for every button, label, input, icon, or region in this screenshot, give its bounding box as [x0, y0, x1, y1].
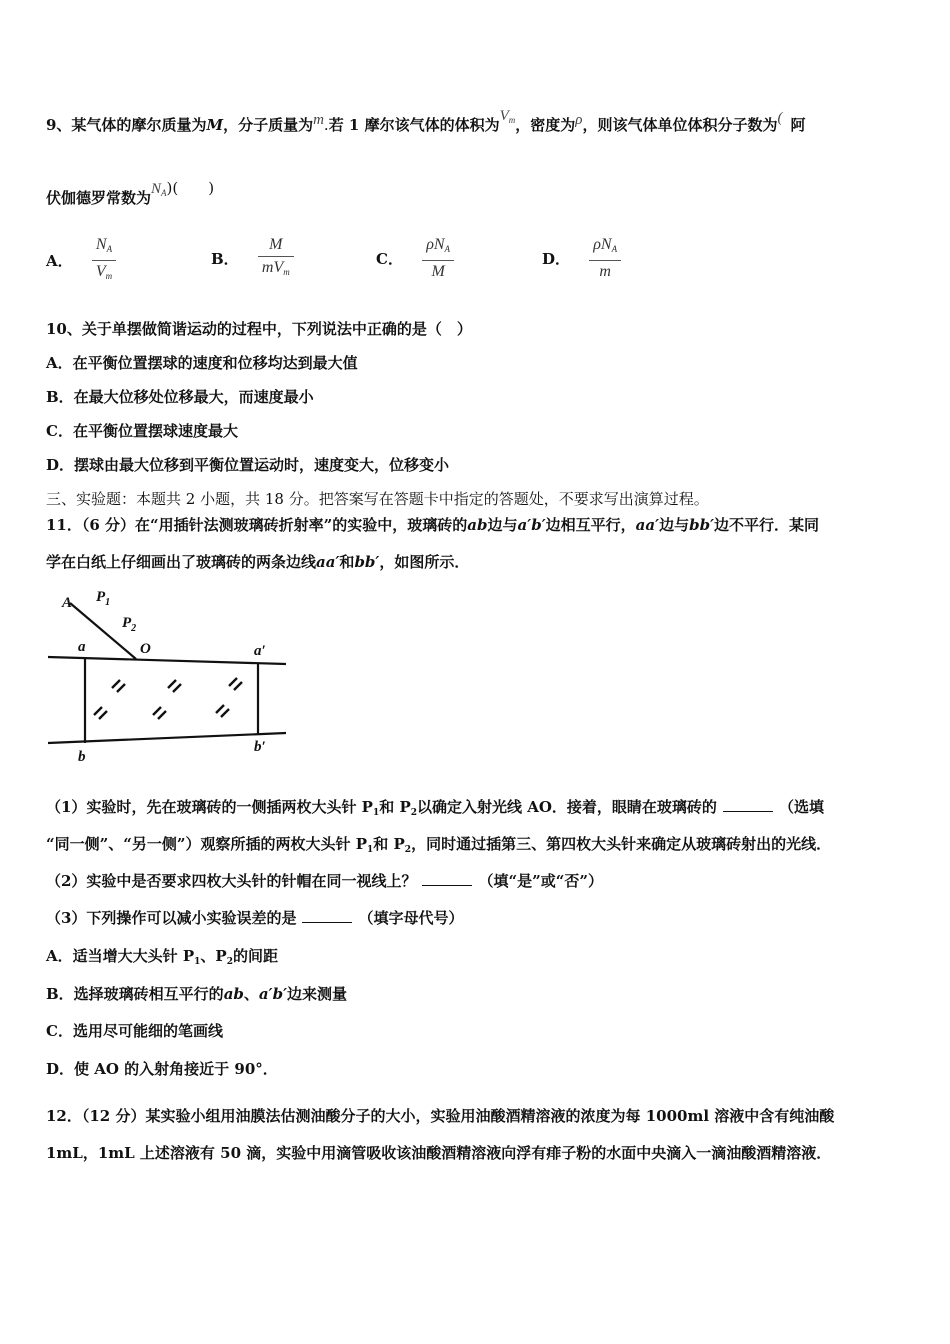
label-P2: $P_2$ — [122, 615, 137, 634]
label-a: a — [78, 639, 86, 655]
label-b: b — [78, 749, 86, 765]
q11-part1-line1: （1）实验时，先在玻璃砖的一侧插两枚大头针 $P_1$和 $P_2$以确定入射光线 AO．接着，眼睛在玻璃砖的 （选填 — [46, 798, 824, 818]
glass-brick-figure — [40, 583, 300, 773]
option-a-fraction: $\frac{N_A}{V_m}$ — [92, 236, 116, 285]
answer-blank-3[interactable] — [302, 910, 352, 923]
option-c-fraction: $\frac{\rho N_A}{M}$ — [422, 236, 454, 281]
molar-mass-symbol: M — [206, 116, 224, 134]
q9-option-a[interactable]: A． $\frac{N_A}{V_m}$ — [46, 236, 116, 285]
answer-blank-1[interactable] — [723, 799, 773, 812]
q9-option-c[interactable]: C． $\frac{\rho N_A}{M}$ — [376, 236, 454, 281]
answer-blank-2[interactable] — [422, 873, 472, 886]
glass-hatch-marks — [94, 678, 242, 719]
q9-option-d[interactable]: D． $\frac{\rho N_A}{m}$ — [542, 236, 621, 281]
q11-part2: （2）实验中是否要求四枚大头针的针帽在同一视线上？ （填“是”或“否”） — [46, 872, 603, 890]
section-3-heading: 三、实验题：本题共 2 小题，共 18 分。把答案写在答题卡中指定的答题处，不要求写出演算过程。 — [46, 490, 709, 508]
q10-stem: 10、关于单摆做简谐运动的过程中，下列说法中正确的是（ ） — [46, 320, 472, 338]
label-O: O — [140, 641, 151, 657]
edge-aa-prime — [48, 657, 286, 664]
q12-line1: 12．（12 分）某实验小组用油膜法估测油酸分子的大小，实验用油酸酒精溶液的浓度为每 1000ml 溶液中含有纯油酸 — [46, 1107, 835, 1125]
molecule-mass-symbol: m — [313, 112, 324, 128]
q10-option-d[interactable]: D．摆球由最大位移到平衡位置运动时，速度变大，位移变小 — [46, 456, 450, 474]
q10-option-b[interactable]: B．在最大位移处位移最大，而速度最小 — [46, 388, 314, 406]
label-A: A — [62, 595, 73, 611]
label-a-prime: a′ — [254, 643, 266, 659]
q11-part1-line2: “同一侧”、“另一侧”）观察所插的两枚大头针 $P_1$和 $P_2$，同时通过插第三、第四枚大头针来确定从玻璃砖射出的光线． — [46, 835, 832, 855]
q11-option-b[interactable]: B．选择玻璃砖相互平行的ab、a′b′边来测量 — [46, 985, 348, 1003]
label-b-prime: b′ — [254, 739, 266, 755]
q10-option-a[interactable]: A．在平衡位置摆球的速度和位移均达到最大值 — [46, 354, 358, 372]
molar-volume-symbol: $V_m$ — [499, 108, 516, 125]
option-b-fraction: $\frac{M}{mV_m}$ — [258, 236, 294, 281]
label-P1: $P_1$ — [96, 589, 111, 608]
edge-bb-prime — [48, 733, 286, 743]
q9-option-b[interactable]: B． $\frac{M}{mV_m}$ — [211, 236, 294, 281]
q9-line1: 9、某气体的摩尔质量为M，分子质量为m.若 1 摩尔该气体的体积为$V_m$，密度为ρ，则该气体单位体积分子数为( 阿 — [46, 108, 806, 134]
option-d-fraction: $\frac{\rho N_A}{m}$ — [589, 236, 621, 281]
q11-option-a[interactable]: A．适当增大大头针 $P_1$、$P_2$的间距 — [46, 947, 278, 967]
q9-line2: 伏伽德罗常数为$N_A$)( ) — [46, 179, 215, 207]
q10-option-c[interactable]: C．在平衡位置摆球速度最大 — [46, 422, 238, 440]
q11-option-d[interactable]: D．使 AO 的入射角接近于 90°． — [46, 1060, 278, 1078]
q12-line2: 1mL，1mL 上述溶液有 50 滴，实验中用滴管吸收该油酸酒精溶液向浮有痱子粉的水面中央滴入一滴油酸酒精溶液． — [46, 1144, 832, 1162]
q11-line1: 11．（6 分）在“用插针法测玻璃砖折射率”的实验中，玻璃砖的ab边与a′b′边相互平行，aa′边与bb′边不平行．某同 — [46, 516, 820, 534]
q11-line2: 学在白纸上仔细画出了玻璃砖的两条边线aa′和bb′，如图所示． — [46, 553, 470, 571]
density-symbol: ρ — [575, 112, 583, 128]
q11-option-c[interactable]: C．选用尽可能细的笔画线 — [46, 1022, 223, 1040]
q11-part3: （3）下列操作可以减小实验误差的是 （填字母代号） — [46, 909, 464, 927]
avogadro-symbol: $N_A$ — [151, 181, 167, 198]
